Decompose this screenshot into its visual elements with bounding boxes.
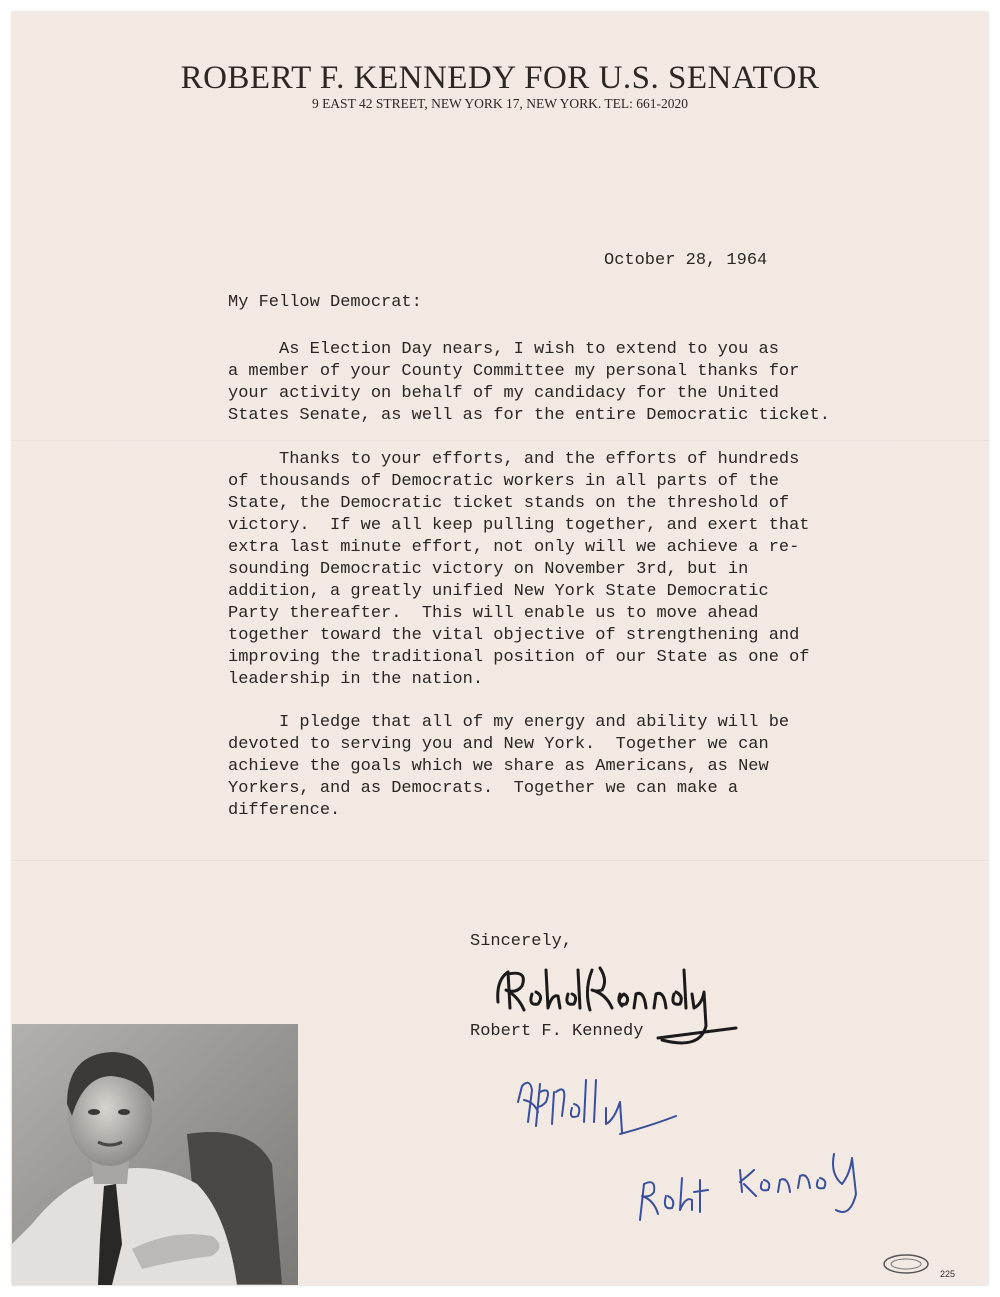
catalog-number: 225 (940, 1269, 956, 1279)
hologram-seal-icon (882, 1252, 932, 1276)
fold-line (12, 440, 988, 442)
body-paragraph: I pledge that all of my energy and ability will be devoted to serving you and New York. Together we can achieve the goals which we share as Americans, as New Yorkers, and as Democrats. Together we can make a difference. (228, 713, 790, 820)
letterhead-title: ROBERT F. KENNEDY FOR U.S. SENATOR (180, 60, 820, 96)
salutation: My Fellow Democrat: (228, 293, 422, 312)
letter-date: October 28, 1964 (604, 251, 768, 270)
printed-signature (488, 960, 748, 1060)
typed-signatory-name: Robert F. Kennedy (470, 1022, 644, 1041)
body-paragraph: As Election Day nears, I wish to extend to you as a member of your County Committee my personal thanks for your activity on behalf of my candidacy for the United States Senate, as well as for the entire Democratic ticket. (228, 340, 830, 425)
ink-signature-2 (630, 1130, 890, 1240)
closing: Sincerely, (470, 932, 573, 951)
fold-line (12, 860, 988, 862)
body-paragraph: Thanks to your efforts, and the efforts of hundreds of thousands of Democratic workers in all parts of the State, the Democratic ticket stands on the threshold of victory. If we all keep pulling together, and exert that extra last minute effort, not only will we achieve a re- sounding Democratic victory on November 3rd, but in addition, a greatly unified New York State Democratic Party thereafter. This will enable us to move ahead together toward the vital objective of strengthening and improving the traditional position of our State as one of leadership in the nation. (228, 450, 810, 689)
portrait-icon (12, 1024, 298, 1285)
portrait-photo (12, 1024, 298, 1285)
letterhead-address: 9 EAST 42 STREET, NEW YORK 17, NEW YORK. TEL: 661-2020 (311, 96, 689, 111)
